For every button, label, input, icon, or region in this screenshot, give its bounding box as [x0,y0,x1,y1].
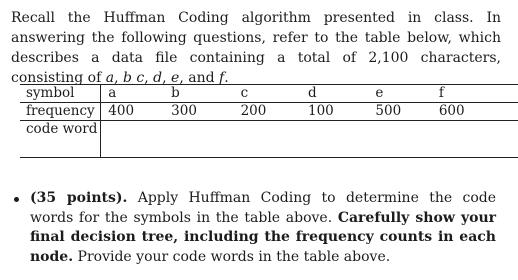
table-tail [500,85,518,103]
frequency-cell: 100 [302,103,369,121]
intro-sep: , [162,70,172,86]
code-word-cell [302,121,369,158]
symbol-d-italic: d [153,70,163,86]
question-item [30,189,496,267]
row-header-symbol: symbol [20,85,101,103]
code-word-cell [166,121,232,158]
frequency-cell: 300 [166,103,232,121]
question-emphasis: Carefully show your final decision tree, including the frequency counts in each node. [30,209,496,265]
symbol-cell: d [302,85,369,103]
frequency-cell: 400 [101,103,166,121]
code-word-row [20,121,518,158]
frequency-row [20,103,518,121]
points-label: (35 points). [30,190,128,206]
question-text: Apply Huffman Coding to determine the code words for the symbols in the table above. [30,190,496,226]
symbol-cell: b [166,85,232,103]
bullet-icon [14,197,19,202]
table-tail [500,103,518,121]
symbol-c-italic: c [136,70,145,86]
intro-sep: , [114,70,123,86]
table-tail [500,121,518,158]
intro-text: Recall the Huffman Coding algorithm presented in class. In answering the following questions, refer to the table below, which describes a data file containing a total of 2,100 characters, consisting of [11,10,501,86]
problem-intro [11,8,501,88]
symbol-f-italic: f [219,70,225,86]
frequency-cell: 200 [233,103,302,121]
symbol-cell: e [369,85,436,103]
frequency-cell: 600 [437,103,500,121]
intro-sep: , and [179,70,220,86]
code-word-cell [233,121,302,158]
question-text-end: Provide your code words in the table above. [73,248,391,265]
intro-sep: , [144,70,154,86]
symbol-a-italic: a [105,70,115,86]
row-header-code-word: code word [20,121,101,158]
frequency-cell: 500 [369,103,436,121]
symbol-cell: f [437,85,500,103]
code-word-cell [437,121,500,158]
row-header-frequency: frequency [20,103,101,121]
symbol-e-italic: e [171,70,180,86]
symbol-b-italic: b [123,70,132,86]
intro-end: . [224,70,229,86]
symbol-row [20,85,518,103]
frequency-table [20,84,518,158]
symbol-cell: a [101,85,166,103]
code-word-cell [369,121,436,158]
symbol-cell: c [233,85,302,103]
code-word-cell [101,121,166,158]
